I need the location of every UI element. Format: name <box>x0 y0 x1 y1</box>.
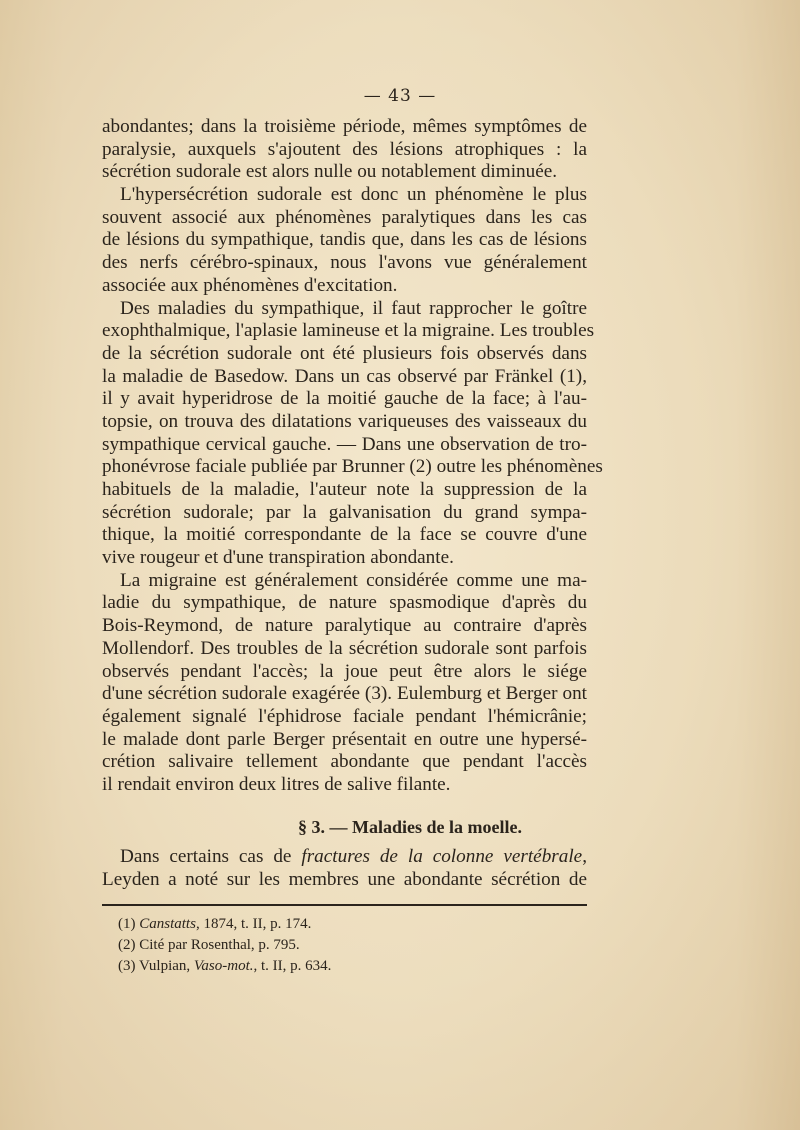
section-text-block <box>102 846 587 891</box>
text-run: Dans certains cas de <box>120 846 302 867</box>
text-line: souvent associé aux phénomènes paralytiques dans les cas <box>102 206 587 228</box>
main-text-block <box>102 116 603 797</box>
text-line: sympathique cervical gauche. — Dans une observation de tro- <box>102 433 587 455</box>
text-line: thique, la moitié correspondante de la face se couvre d'une <box>102 524 587 546</box>
text-line: sécrétion sudorale; par la galvanisation du grand sympa- <box>102 501 587 523</box>
footnote-3 <box>118 956 588 977</box>
text-line: d'une sécrétion sudorale exagérée (3). Eulemburg et Berger ont <box>102 683 587 705</box>
section-heading: § 3. — Maladies de la moelle. <box>298 817 522 837</box>
footnote-number: (3) <box>118 958 139 974</box>
text-line: il y avait hyperidrose de la moitié gauche de la face; à l'au- <box>102 388 587 410</box>
text-line: associée aux phénomènes d'excitation. <box>102 274 398 296</box>
footnote-2 <box>118 935 588 956</box>
page-number: — 43 — <box>363 86 437 106</box>
text-line: ladie du sympathique, de nature spasmodique d'après du <box>102 592 587 614</box>
text-line: Bois-Reymond, de nature paralytique au contraire d'après <box>102 615 587 637</box>
footnotes <box>118 914 588 977</box>
footnote-text: , t. II, p. 634. <box>253 958 332 974</box>
footnote-text: Cité par Rosenthal, p. 795. <box>139 937 300 953</box>
text-line: de la sécrétion sudorale ont été plusieurs fois observés dans <box>102 342 587 364</box>
text-line: habituels de la maladie, l'auteur note la suppression de la <box>102 479 587 500</box>
footnote-divider <box>102 904 587 906</box>
text-line: Mollendorf. Des troubles de la sécrétion sudorale sont parfois <box>102 637 587 659</box>
text-line: observés pendant l'accès; la joue peut être alors le siége <box>102 660 587 682</box>
text-line: Leyden a noté sur les membres une abondante sécrétion de <box>102 868 587 890</box>
text-line: vive rougeur et d'une transpiration abondante. <box>102 547 454 569</box>
text-line: crétion salivaire tellement abondante que pendant l'accès <box>102 751 587 773</box>
footnote-number: (1) <box>118 916 140 932</box>
text-line: L'hypersécrétion sudorale est donc un phénomène le plus <box>120 184 587 206</box>
footnote-number: (2) <box>118 937 140 953</box>
text-line: topsie, on trouva des dilatations variqueuses des vaisseaux du <box>102 410 587 432</box>
text-line: exophthalmique, l'aplasie lamineuse et la migraine. Les troubles <box>102 320 595 342</box>
text-line: de lésions du sympathique, tandis que, dans les cas de lésions <box>102 229 587 251</box>
text-line: des nerfs cérébro-spinaux, nous l'avons vue généralement <box>102 252 587 274</box>
text-line: Des maladies du sympathique, il faut rapprocher le goître <box>120 297 587 319</box>
text-line: le malade dont parle Berger présentait en outre une hypersé- <box>102 728 587 750</box>
footnote-text: , 1874, t. II, p. 174. <box>195 916 312 932</box>
footnote-italic: Canstatts <box>139 916 196 932</box>
text-line: abondantes; dans la troisième période, mêmes symptômes de <box>102 116 587 137</box>
text-line: phonévrose faciale publiée par Brunner (2) outre les phénomènes <box>102 456 603 478</box>
text-line <box>102 846 587 869</box>
italic-text-run: fractures de la colonne vertébrale <box>301 846 583 867</box>
text-line: paralysie, auxquels s'ajoutent des lésions atrophiques : la <box>102 138 587 160</box>
text-line: la maladie de Basedow. Dans un cas observé par Fränkel (1), <box>102 365 587 387</box>
text-line: La migraine est généralement considérée comme une ma- <box>120 569 587 591</box>
text-line: sécrétion sudorale est alors nulle ou notablement diminuée. <box>102 161 558 183</box>
footnote-1 <box>118 914 588 935</box>
footnote-author: Vulpian, <box>138 958 194 974</box>
footnote-italic: Vaso-mot. <box>193 958 254 974</box>
text-line: également signalé l'éphidrose faciale pendant l'hémicrânie; <box>102 705 587 727</box>
text-line: il rendait environ deux litres de salive filante. <box>102 773 451 795</box>
text-run: , <box>582 846 587 867</box>
